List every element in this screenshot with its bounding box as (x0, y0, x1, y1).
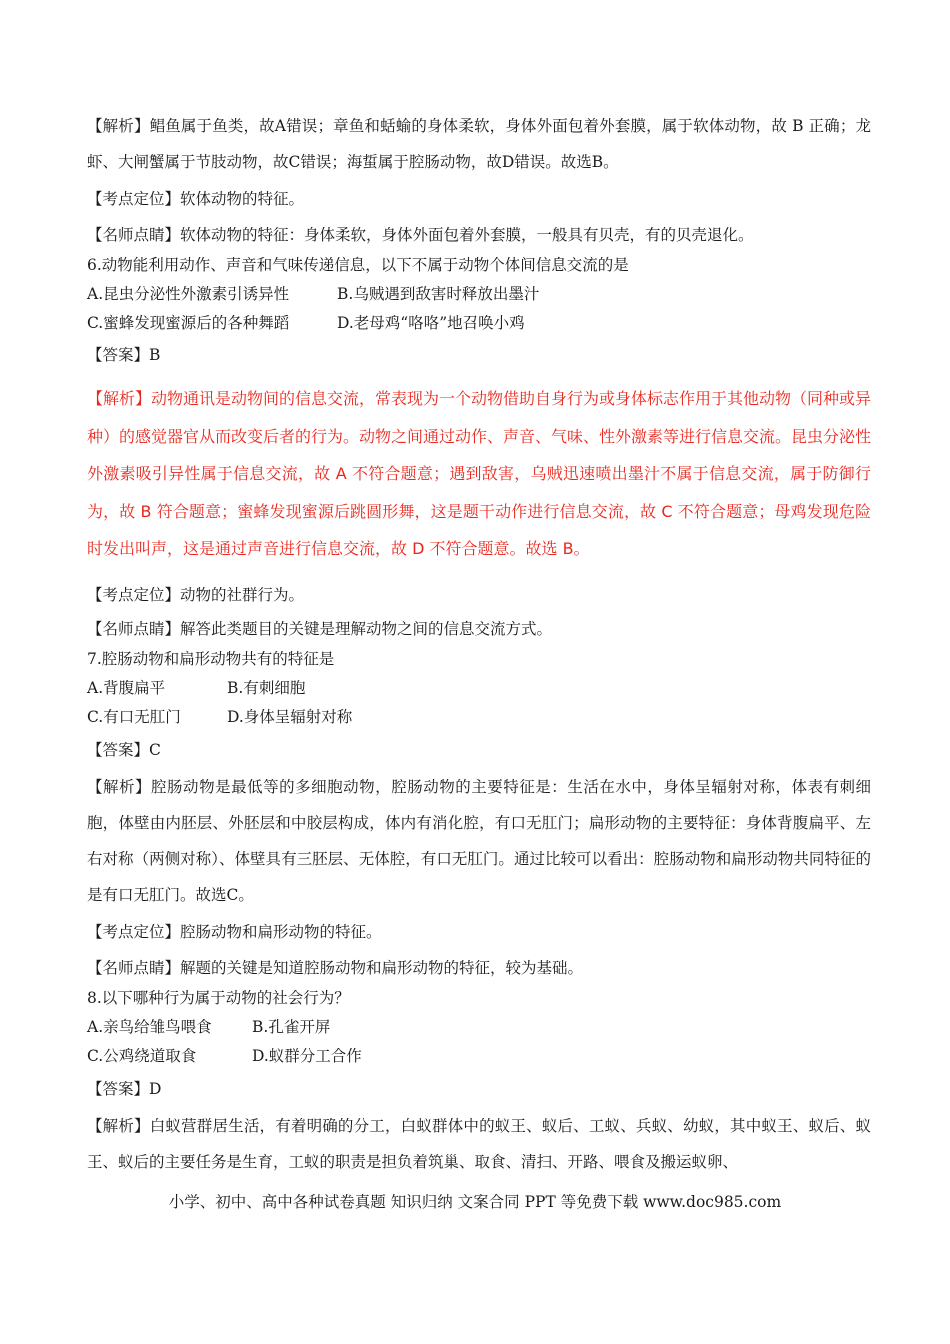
option-c: C.公鸡绕道取食 (87, 1046, 197, 1065)
teacher-note-q6: 【名师点睛】解答此类题目的关键是理解动物之间的信息交流方式。 (87, 619, 553, 638)
question-7: 7.腔肠动物和扁形动物共有的特征是 (87, 649, 335, 668)
option-c: C.有口无肛门 (87, 707, 181, 726)
answer-7: 【答案】C (87, 740, 161, 759)
option-a: A.背腹扁平 (87, 678, 166, 697)
exam-point-q7: 【考点定位】腔肠动物和扁形动物的特征。 (87, 922, 382, 941)
teacher-note-q7: 【名师点睛】解题的关键是知道腔肠动物和扁形动物的特征，较为基础。 (87, 958, 584, 977)
exam-point-q5: 【考点定位】软体动物的特征。 (87, 190, 305, 208)
question-8: 8.以下哪种行为属于动物的社会行为？ (87, 988, 350, 1007)
explanation-q7: 【解析】腔肠动物是最低等的多细胞动物，腔肠动物的主要特征是：生活在水中，身体呈辐射对称，体表有刺细胞，体壁由内胚层、外胚层和中胶层构成，体内有消化腔，有口无肛门；扁形动物的主要特征：身体背腹扁平、左右对称（两侧对称）、体壁具有三胚层、无体腔，有口无肛门。通过比较可以看出：腔肠动物和扁形动物共同特征的是有口无肛门。故选C。 (87, 777, 871, 904)
option-d: D.身体呈辐射对称 (227, 707, 353, 726)
option-b: B.有刺细胞 (227, 678, 306, 697)
explanation-q5: 【解析】鲳鱼属于鱼类，故A错误；章鱼和蛞蝓的身体柔软，身体外面包着外套膜，属于软体动物，故 B 正确；龙虾、大闸蟹属于节肢动物，故C错误；海蜇属于腔肠动物，故D错误。故选B。 (87, 117, 871, 171)
question-8-options-row-1 (87, 1013, 871, 1042)
document-body (87, 108, 871, 1180)
page-footer: 小学、初中、高中各种试卷真题 知识归纳 文案合同 PPT 等免费下载 www.doc985.com (168, 1193, 782, 1211)
option-a: A.昆虫分泌性外激素引诱异性 (87, 285, 290, 303)
option-b: B.乌贼遇到敌害时释放出墨汁 (337, 285, 540, 303)
explanation-q6-highlighted: 【解析】动物通讯是动物间的信息交流，常表现为一个动物借助自身行为或身体标志作用于其他动物（同种或异种）的感觉器官从而改变后者的行为。动物之间通过动作、声音、气味、性外激素等进行信息交流。昆虫分泌性外激素吸引异性属于信息交流，故 A 不符合题意；遇到敌害，乌贼迅速喷出墨汁不属于信息交流，属于防御行为，故 B 符合题意；蜜蜂发现蜜源后跳圆形舞，这是题干动作进行信息交流，故 C 不符合题意；母鸡发现危险时发出叫声，这是通过声音进行信息交流，故 D 不符合题意。故选 B。 (87, 389, 872, 558)
option-a: A.亲鸟给雏鸟喂食 (87, 1017, 212, 1036)
answer-8: 【答案】D (87, 1079, 162, 1098)
question-7-options-row-2 (87, 703, 871, 732)
question-6-options-row-2 (87, 309, 871, 338)
question-6: 6.动物能利用动作、声音和气味传递信息，以下不属于动物个体间信息交流的是 (87, 256, 629, 274)
option-d: D.蚁群分工合作 (252, 1046, 362, 1065)
option-d: D.老母鸡“咯咯”地召唤小鸡 (337, 314, 525, 332)
option-c: C.蜜蜂发现蜜源后的各种舞蹈 (87, 314, 290, 332)
question-7-options-row-1 (87, 674, 871, 703)
exam-point-q6: 【考点定位】动物的社群行为。 (87, 585, 305, 604)
answer-6: 【答案】B (87, 346, 161, 364)
teacher-note-q5: 【名师点睛】软体动物的特征：身体柔软，身体外面包着外套膜，一般具有贝壳，有的贝壳退化。 (87, 226, 754, 244)
option-b: B.孔雀开屏 (252, 1017, 331, 1036)
question-6-options-row-1 (87, 280, 871, 309)
question-8-options-row-2 (87, 1042, 871, 1071)
explanation-q8: 【解析】白蚁营群居生活，有着明确的分工，白蚁群体中的蚁王、蚁后、工蚁、兵蚁、幼蚁，其中蚁王、蚁后、蚁王、蚁后的主要任务是生育，工蚁的职责是担负着筑巢、取食、清扫、开路、喂食及搬运蚁卵、 (87, 1116, 871, 1171)
